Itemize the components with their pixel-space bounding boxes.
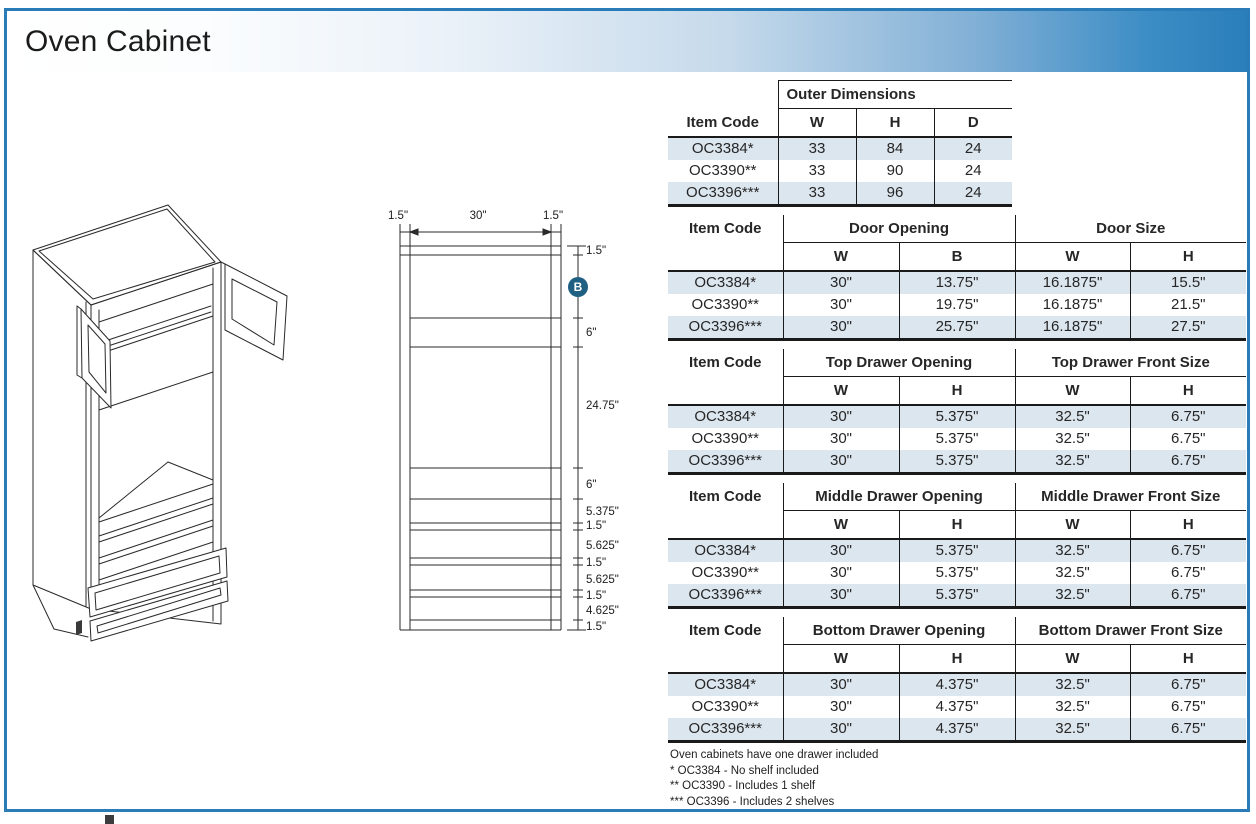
table-cell: 19.75": [899, 294, 1015, 316]
column-header: H: [899, 511, 1015, 540]
table-cell: 32.5": [1015, 539, 1130, 562]
column-header: W: [778, 109, 856, 138]
front-view-dimension-drawing: [383, 203, 633, 643]
group-header: Bottom Drawer Opening: [783, 617, 1015, 645]
table-cell: 15.5": [1130, 271, 1246, 294]
table-cell: OC3396***: [668, 450, 783, 474]
column-header-row: [668, 511, 1246, 540]
group-header: Door Opening: [783, 215, 1015, 243]
table-cell: 5.375": [899, 584, 1015, 608]
table-row: [668, 294, 1246, 316]
table-cell: 25.75": [899, 316, 1015, 340]
table-cell: OC3396***: [668, 316, 783, 340]
table-cell: 13.75": [899, 271, 1015, 294]
table-cell: 6.75": [1130, 450, 1246, 474]
table-row: [668, 316, 1246, 340]
table-row: [668, 584, 1246, 608]
table-cell: 6.75": [1130, 428, 1246, 450]
column-header-row: [668, 243, 1246, 272]
table-cell: 32.5": [1015, 718, 1130, 742]
table-cell: 24: [934, 137, 1012, 160]
column-header: H: [1130, 645, 1246, 674]
table-cell: 24: [934, 160, 1012, 182]
group-header-row: [668, 81, 1012, 109]
column-header: H: [1130, 377, 1246, 406]
dimension-label: 1.5": [586, 590, 607, 602]
table-cell: 32.5": [1015, 562, 1130, 584]
column-header-row: [668, 645, 1246, 674]
table-cell: OC3390**: [691, 698, 760, 715]
spec-tables: [668, 80, 1246, 751]
bottom-drawer-table: [668, 617, 1246, 743]
table-cell: 16.1875": [1015, 294, 1130, 316]
table-cell: 6.75": [1130, 718, 1246, 742]
table-cell: OC3390**: [691, 564, 760, 581]
table-cell: 4.375": [899, 696, 1015, 718]
table-row: [668, 562, 1246, 584]
table-cell: 30": [783, 584, 899, 608]
table-row: [668, 696, 1246, 718]
column-header: H: [1130, 511, 1246, 540]
table-cell: 6.75": [1130, 584, 1246, 608]
dimension-label: 5.625": [586, 574, 619, 586]
oven-cabinet-isometric-drawing: [18, 192, 313, 644]
dimension-label: 30": [469, 210, 487, 222]
dimension-label: 1.5": [586, 520, 607, 532]
table-cell: 32.5": [1015, 428, 1130, 450]
dimension-label: 1.5": [586, 245, 607, 257]
table-cell: 16.1875": [1015, 316, 1130, 340]
item-code-header: Item Code: [688, 622, 762, 640]
middle-drawer-table: [668, 483, 1246, 609]
column-header: W: [783, 243, 899, 272]
dimension-label: 5.625": [586, 540, 619, 552]
table-cell: 6.75": [1130, 405, 1246, 428]
column-header: W: [783, 511, 899, 540]
table-cell: 6.75": [1130, 696, 1246, 718]
top-drawer-table: [668, 349, 1246, 475]
group-header-row: [668, 617, 1246, 645]
table-cell: 5.375": [899, 428, 1015, 450]
table-cell: 30": [783, 718, 899, 742]
group-header: Bottom Drawer Front Size: [1015, 617, 1246, 645]
group-header: Door Size: [1015, 215, 1246, 243]
group-header: Middle Drawer Opening: [783, 483, 1015, 511]
table-cell: 6.75": [1130, 539, 1246, 562]
column-header-row: [668, 377, 1246, 406]
table-cell: 30": [783, 405, 899, 428]
table-cell: 30": [783, 294, 899, 316]
table-cell: OC3396***: [668, 718, 783, 742]
item-code-header: Item Code: [688, 488, 762, 506]
table-row: [668, 137, 1012, 160]
table-cell: 30": [783, 673, 899, 696]
group-header-row: [668, 483, 1246, 511]
table-cell: 32.5": [1015, 696, 1130, 718]
table-cell: OC3390**: [688, 162, 757, 179]
table-cell: OC3384*: [668, 271, 783, 294]
table-cell: OC3384*: [668, 539, 783, 562]
table-cell: OC3384*: [668, 673, 783, 696]
footnote-line: * OC3384 - No shelf included: [670, 764, 819, 777]
table-cell: 33: [778, 137, 856, 160]
column-header: W: [1015, 645, 1130, 674]
column-header: B: [899, 243, 1015, 272]
group-header: Top Drawer Front Size: [1015, 349, 1246, 377]
table-cell: 5.375": [899, 562, 1015, 584]
page-title: Oven Cabinet: [25, 24, 211, 58]
table-cell: OC3396***: [668, 584, 783, 608]
table-row: [668, 271, 1246, 294]
dimension-label: 4.625": [586, 605, 619, 617]
column-header: H: [1130, 243, 1246, 272]
column-header: W: [1015, 243, 1130, 272]
table-cell: OC3384*: [668, 405, 783, 428]
table-row: [668, 405, 1246, 428]
table-cell: 90: [856, 160, 934, 182]
table-cell: 32.5": [1015, 450, 1130, 474]
column-header: W: [783, 645, 899, 674]
table-row: [668, 160, 1012, 182]
column-header: H: [899, 377, 1015, 406]
table-cell: 6.75": [1130, 562, 1246, 584]
item-code-header: Item Code: [688, 354, 762, 372]
table-cell: OC3390**: [691, 296, 760, 313]
column-header: W: [1015, 511, 1130, 540]
table-cell: 84: [856, 137, 934, 160]
column-header: W: [783, 377, 899, 406]
footnotes: [670, 748, 878, 810]
footnote-line: *** OC3396 - Includes 2 shelves: [670, 795, 835, 808]
group-header: Top Drawer Opening: [783, 349, 1015, 377]
table-cell: 32.5": [1015, 673, 1130, 696]
column-header: H: [899, 645, 1015, 674]
table-cell: OC3396***: [668, 182, 778, 206]
footnote-line: ** OC3390 - Includes 1 shelf: [670, 780, 816, 792]
table-row: [668, 450, 1246, 474]
item-code-header: Item Code: [668, 109, 778, 138]
table-cell: 30": [783, 428, 899, 450]
table-row: [668, 182, 1012, 206]
table-row: [668, 539, 1246, 562]
table-cell: 96: [856, 182, 934, 206]
table-row: [668, 428, 1246, 450]
table-cell: 4.375": [899, 718, 1015, 742]
door-table: [668, 215, 1246, 341]
table-cell: 6.75": [1130, 673, 1246, 696]
dimension-label: 5.375": [586, 506, 619, 518]
column-header: H: [856, 109, 934, 138]
column-header: D: [934, 109, 1012, 138]
column-header-row: [668, 109, 1012, 138]
table-cell: OC3384*: [668, 137, 778, 160]
table-cell: 32.5": [1015, 584, 1130, 608]
footnote-line: Oven cabinets have one drawer included: [670, 749, 879, 761]
table-cell: 21.5": [1130, 294, 1246, 316]
group-header-row: [668, 349, 1246, 377]
table-cell: 30": [783, 696, 899, 718]
dimension-label: 6": [586, 479, 597, 491]
table-cell: 4.375": [899, 673, 1015, 696]
dimension-label: 6": [586, 327, 597, 339]
table-cell: 30": [783, 450, 899, 474]
title-bar: [7, 11, 1247, 72]
item-code-header: Item Code: [688, 220, 762, 238]
table-cell: 30": [783, 316, 899, 340]
table-cell: OC3390**: [691, 430, 760, 447]
table-cell: 5.375": [899, 405, 1015, 428]
table-cell: 33: [778, 160, 856, 182]
table-cell: 27.5": [1130, 316, 1246, 340]
table-row: [668, 673, 1246, 696]
group-header: Middle Drawer Front Size: [1015, 483, 1246, 511]
table-cell: 5.375": [899, 450, 1015, 474]
dimension-label: 1.5": [586, 557, 607, 569]
column-header: W: [1015, 377, 1130, 406]
dimension-label: 24.75": [586, 400, 619, 412]
dimension-label: 1.5": [586, 621, 607, 633]
table-cell: 30": [783, 539, 899, 562]
b-badge-label: B: [573, 280, 583, 294]
outer-dimensions-table: [668, 80, 1012, 207]
table-cell: 33: [778, 182, 856, 206]
dimension-label: 1.5": [387, 210, 409, 222]
table-cell: 5.375": [899, 539, 1015, 562]
table-row: [668, 718, 1246, 742]
dimension-label: 1.5": [542, 210, 564, 222]
table-cell: 30": [783, 562, 899, 584]
group-header: Outer Dimensions: [778, 81, 1012, 109]
table-cell: 24: [934, 182, 1012, 206]
table-cell: 32.5": [1015, 405, 1130, 428]
page-tab-mark: [105, 815, 114, 824]
group-header-row: [668, 215, 1246, 243]
table-cell: 30": [783, 271, 899, 294]
table-cell: 16.1875": [1015, 271, 1130, 294]
